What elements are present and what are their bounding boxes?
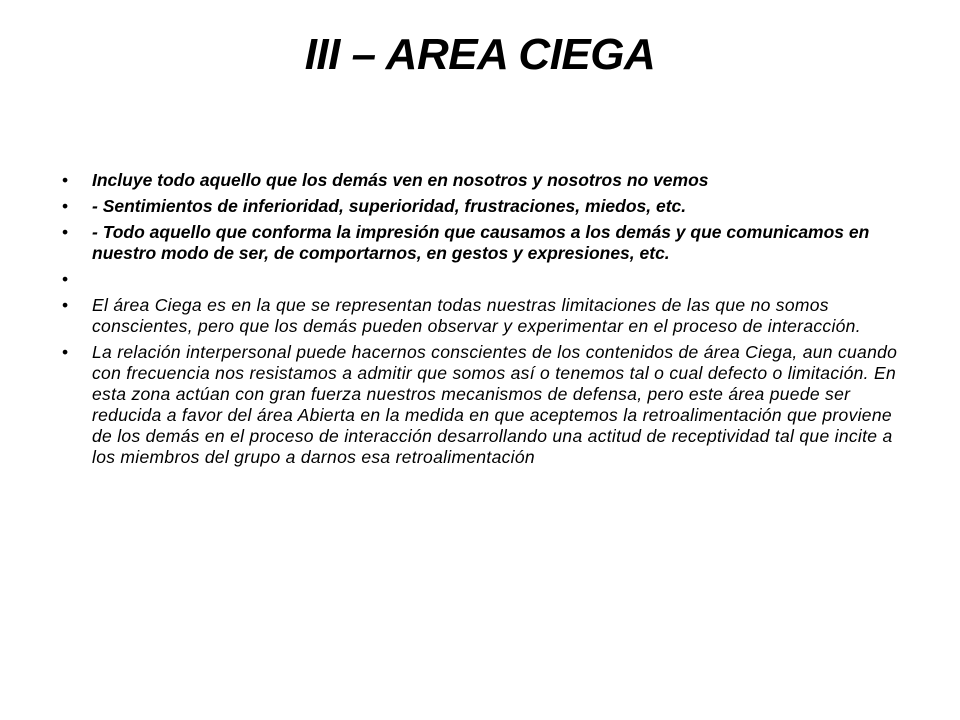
bullet-icon: • (62, 170, 69, 190)
bullet-text: La relación interpersonal puede hacernos conscientes de los contenidos de área Ciega, aun cuando con frecuencia nos resistamos a admitir que somos así o tenemos tal o cual defecto o limitación. En esta zona actúan con gran fuerza nuestros mecanismos de defensa, pero este área puede ser reducida a favor del área Abierta en la medida en que aceptemos la retroalimentación que proviene de los demás en el proceso de interacción desarrollando una actitud de receptividad tal que incite a los miembros del grupo a darnos esa retroalimentación (92, 342, 898, 467)
bullet-icon: • (62, 342, 69, 362)
bullet-text: El área Ciega es en la que se representan todas nuestras limitaciones de las que no somos conscientes, pero que los demás pueden observar y experimentar en el proceso de interacción. (92, 295, 861, 336)
bullet-icon: • (62, 196, 69, 216)
bullet-icon: • (62, 222, 69, 242)
bullet-icon: • (62, 269, 69, 289)
bullet-text: Incluye todo aquello que los demás ven en nosotros y nosotros no vemos (92, 170, 709, 190)
bullet-item (62, 295, 912, 337)
bullet-icon: • (62, 295, 69, 315)
bullet-text: - Sentimientos de inferioridad, superioridad, frustraciones, miedos, etc. (92, 196, 687, 216)
bullet-text: - Todo aquello que conforma la impresión que causamos a los demás y que comunicamos en nuestro modo de ser, de comportarnos, en gestos y expresiones, etc. (92, 222, 870, 263)
bullet-item (62, 222, 912, 264)
bullet-item (62, 170, 912, 191)
slide-title: III – AREA CIEGA (304, 30, 656, 79)
bullet-list (62, 170, 912, 473)
bullet-item-empty (62, 269, 912, 290)
bullet-item (62, 196, 912, 217)
bullet-item (62, 342, 912, 468)
